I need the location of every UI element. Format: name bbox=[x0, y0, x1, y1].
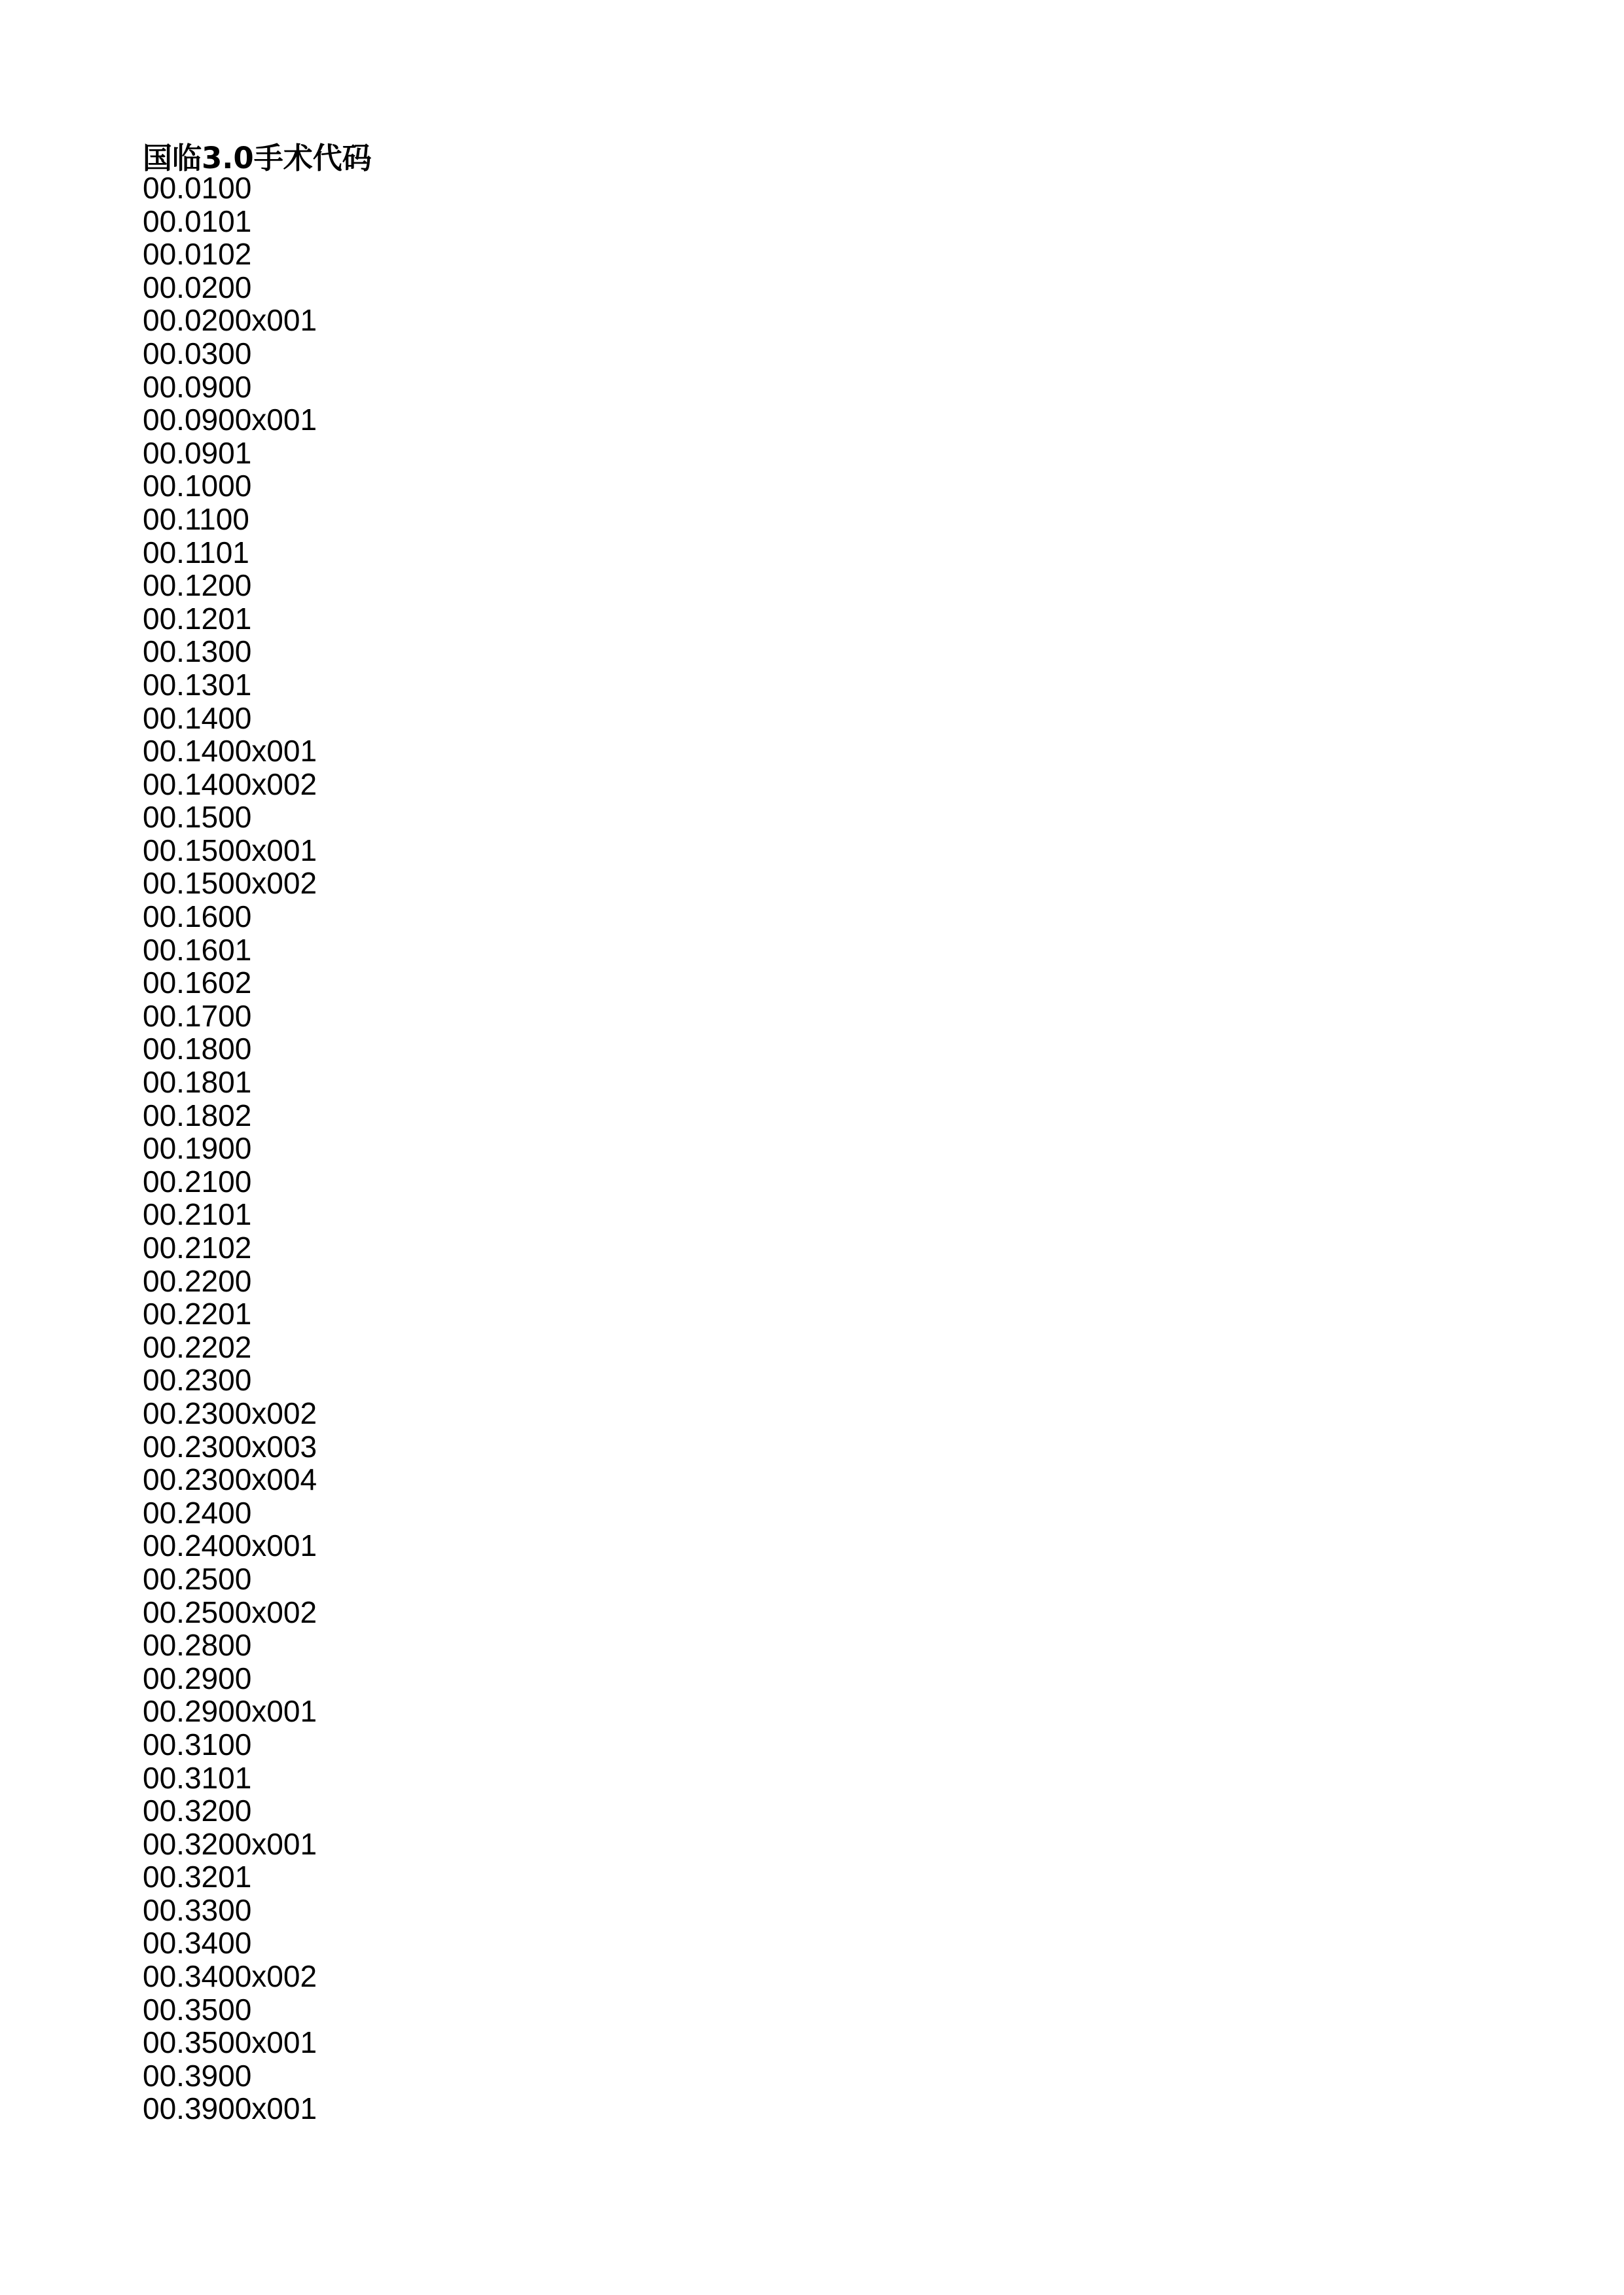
code-list bbox=[143, 172, 666, 2125]
code-row: 00.1101 bbox=[143, 535, 249, 569]
code-row: 00.2300x003 bbox=[143, 1429, 317, 1464]
code-row: 00.0300 bbox=[143, 336, 252, 370]
code-row: 00.3400 bbox=[143, 1926, 252, 1961]
code-row: 00.3201 bbox=[143, 1860, 252, 1894]
code-row: 00.1100 bbox=[143, 501, 249, 536]
code-row: 00.0200 bbox=[143, 270, 252, 304]
code-row: 00.1700 bbox=[143, 998, 252, 1033]
code-row: 00.0901 bbox=[143, 435, 252, 470]
code-row: 00.3300 bbox=[143, 1892, 252, 1927]
code-row: 00.2900x001 bbox=[143, 1694, 317, 1729]
code-row: 00.3900x001 bbox=[143, 2091, 317, 2126]
code-row: 00.0900x001 bbox=[143, 403, 317, 437]
code-row: 00.3200x001 bbox=[143, 1826, 317, 1861]
code-row: 00.2102 bbox=[143, 1231, 252, 1265]
code-row: 00.2100 bbox=[143, 1164, 252, 1199]
code-row: 00.1400 bbox=[143, 700, 252, 735]
code-row: 00.2300x002 bbox=[143, 1396, 317, 1430]
code-row: 00.1000 bbox=[143, 469, 252, 503]
code-row: 00.2200 bbox=[143, 1263, 252, 1298]
code-row: 00.2300 bbox=[143, 1363, 252, 1398]
code-row: 00.0102 bbox=[143, 237, 252, 272]
code-row: 00.1500x001 bbox=[143, 833, 317, 867]
code-row: 00.2500 bbox=[143, 1561, 252, 1596]
code-row: 00.1301 bbox=[143, 667, 252, 702]
code-row: 00.1400x002 bbox=[143, 767, 317, 801]
code-row: 00.2500x002 bbox=[143, 1595, 317, 1629]
code-row: 00.2201 bbox=[143, 1297, 252, 1331]
code-row: 00.2900 bbox=[143, 1661, 252, 1695]
code-row: 00.3100 bbox=[143, 1727, 252, 1762]
code-row: 00.1800 bbox=[143, 1032, 252, 1066]
code-row: 00.1500x002 bbox=[143, 866, 317, 901]
code-row: 00.1400x001 bbox=[143, 734, 317, 768]
code-row: 00.3101 bbox=[143, 1760, 252, 1795]
code-row: 00.1201 bbox=[143, 601, 252, 636]
code-row: 00.1602 bbox=[143, 966, 252, 1000]
code-row: 00.1900 bbox=[143, 1131, 252, 1166]
code-row: 00.0900 bbox=[143, 369, 252, 404]
code-row: 00.2400x001 bbox=[143, 1528, 317, 1563]
code-row: 00.1600 bbox=[143, 899, 252, 934]
code-row: 00.3500x001 bbox=[143, 2025, 317, 2060]
code-row: 00.3500 bbox=[143, 1992, 252, 2027]
code-row: 00.2202 bbox=[143, 1329, 252, 1364]
code-row: 00.3900 bbox=[143, 2058, 252, 2093]
code-row: 00.0101 bbox=[143, 204, 252, 238]
code-row: 00.2800 bbox=[143, 1628, 252, 1663]
column-header: 国临3.0手术代码 bbox=[143, 141, 372, 175]
code-row: 00.1300 bbox=[143, 634, 252, 669]
code-row: 00.1802 bbox=[143, 1098, 252, 1132]
code-row: 00.3200 bbox=[143, 1794, 252, 1828]
code-row: 00.0100 bbox=[143, 171, 252, 205]
code-row: 00.1801 bbox=[143, 1065, 252, 1100]
code-row: 00.0200x001 bbox=[143, 303, 317, 338]
code-row: 00.2101 bbox=[143, 1197, 252, 1232]
code-row: 00.2300x004 bbox=[143, 1462, 317, 1497]
code-row: 00.2400 bbox=[143, 1495, 252, 1530]
code-row: 00.1500 bbox=[143, 800, 252, 835]
code-row: 00.1601 bbox=[143, 932, 252, 967]
code-column bbox=[143, 141, 666, 2126]
code-row: 00.3400x002 bbox=[143, 1959, 317, 1994]
code-row: 00.1200 bbox=[143, 568, 252, 603]
